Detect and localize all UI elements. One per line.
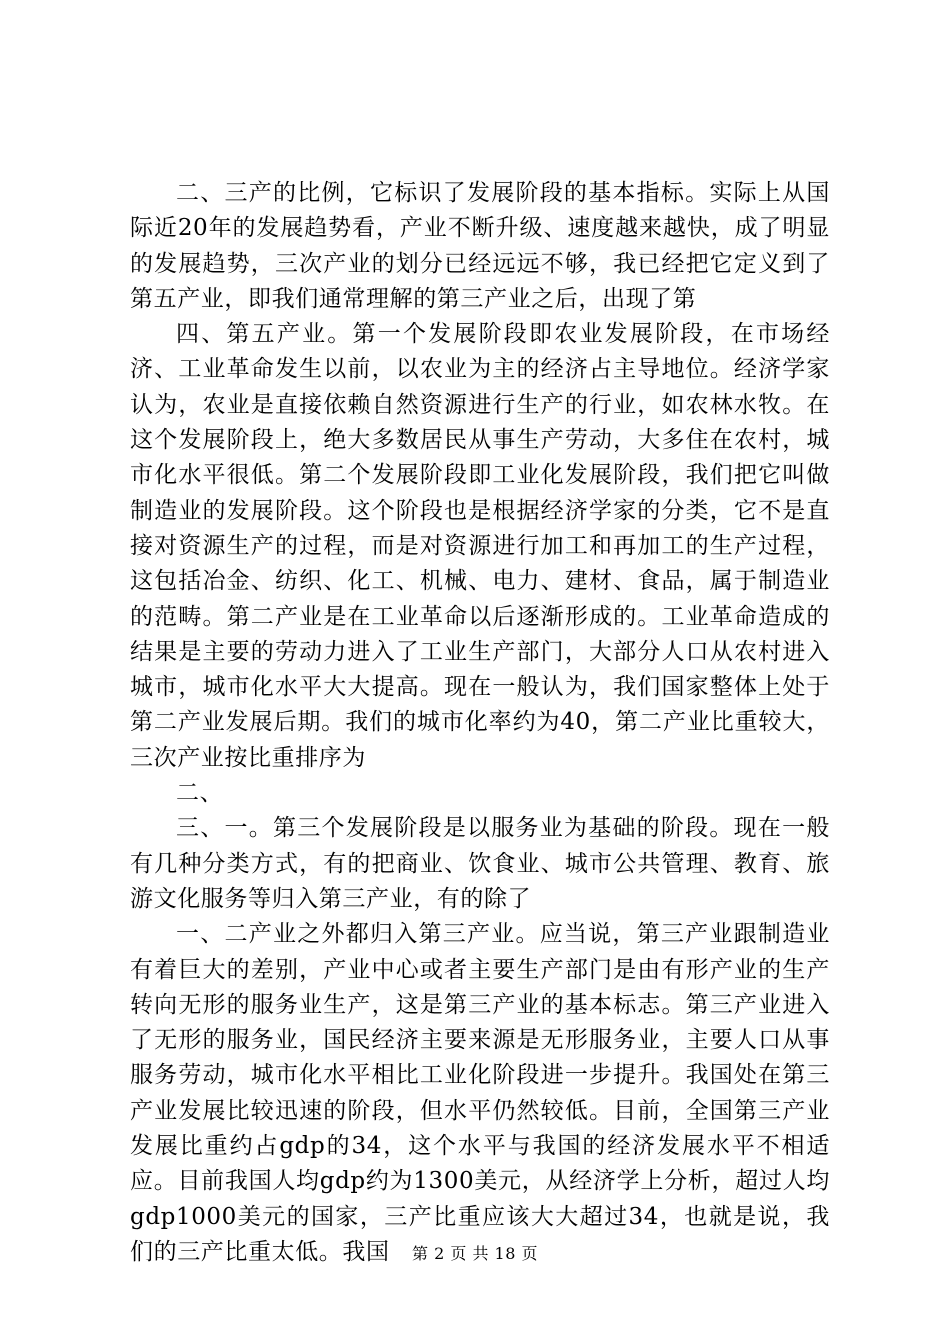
paragraph: 三、一。第三个发展阶段是以服务业为基础的阶段。现在一般有几种分类方式，有的把商业、饮食业、城市公共管理、教育、旅游文化服务等归入第三产业，有的除了 — [130, 815, 830, 912]
paragraph: 二、 — [176, 780, 224, 807]
paragraph: 一、二产业之外都归入第三产业。应当说，第三产业跟制造业有着巨大的差别，产业中心或者主要生产部门是由有形产业的生产转向无形的服务业生产，这是第三产业的基本标志。第三产业进入了无形的服务业，国民经济主要来源是无形服务业，主要人口从事服务劳动，城市化水平相比工业化阶段进一步提升。我国处在第三产业发展比较迅速的阶段，但水平仍然较低。目前，全国第三产业发展比重约占gdp的34，这个水平与我国的经济发展水平不相适应。目前我国人均gdp约为1300美元，从经济学上分析，超过人均gdp1000美元的国家，三产比重应该大大超过34，也就是说，我们的三产比重太低。我国 — [130, 921, 830, 1265]
paragraph: 四、第五产业。第一个发展阶段即农业发展阶段，在市场经济、工业革命发生以前，以农业为主的经济占主导地位。经济学家认为，农业是直接依赖自然资源进行生产的行业，如农林水牧。在这个发展阶段上，绝大多数居民从事生产劳动，大多住在农村，城市化水平很低。第二个发展阶段即工业化发展阶段，我们把它叫做制造业的发展阶段。这个阶段也是根据经济学家的分类，它不是直接对资源生产的过程，而是对资源进行加工和再加工的生产过程，这包括冶金、纺织、化工、机械、电力、建材、食品，属于制造业的范畴。第二产业是在工业革命以后逐渐形成的。工业革命造成的结果是主要的劳动力进入了工业生产部门，大部分人口从农村进入城市，城市化水平大大提高。现在一般认为，我们国家整体上处于第二产业发展后期。我们的城市化率约为40，第二产业比重较大，三次产业按比重排序为 — [130, 321, 830, 771]
page-footer: 第 2 页 共 18 页 — [412, 1244, 538, 1263]
paragraph: 二、三产的比例，它标识了发展阶段的基本指标。实际上从国际近20年的发展趋势看，产业不断升级、速度越来越快，成了明显的发展趋势，三次产业的划分已经远远不够，我已经把它定义到了第五产业，即我们通常理解的第三产业之后，出现了第 — [130, 180, 830, 312]
body-text — [130, 176, 830, 1270]
